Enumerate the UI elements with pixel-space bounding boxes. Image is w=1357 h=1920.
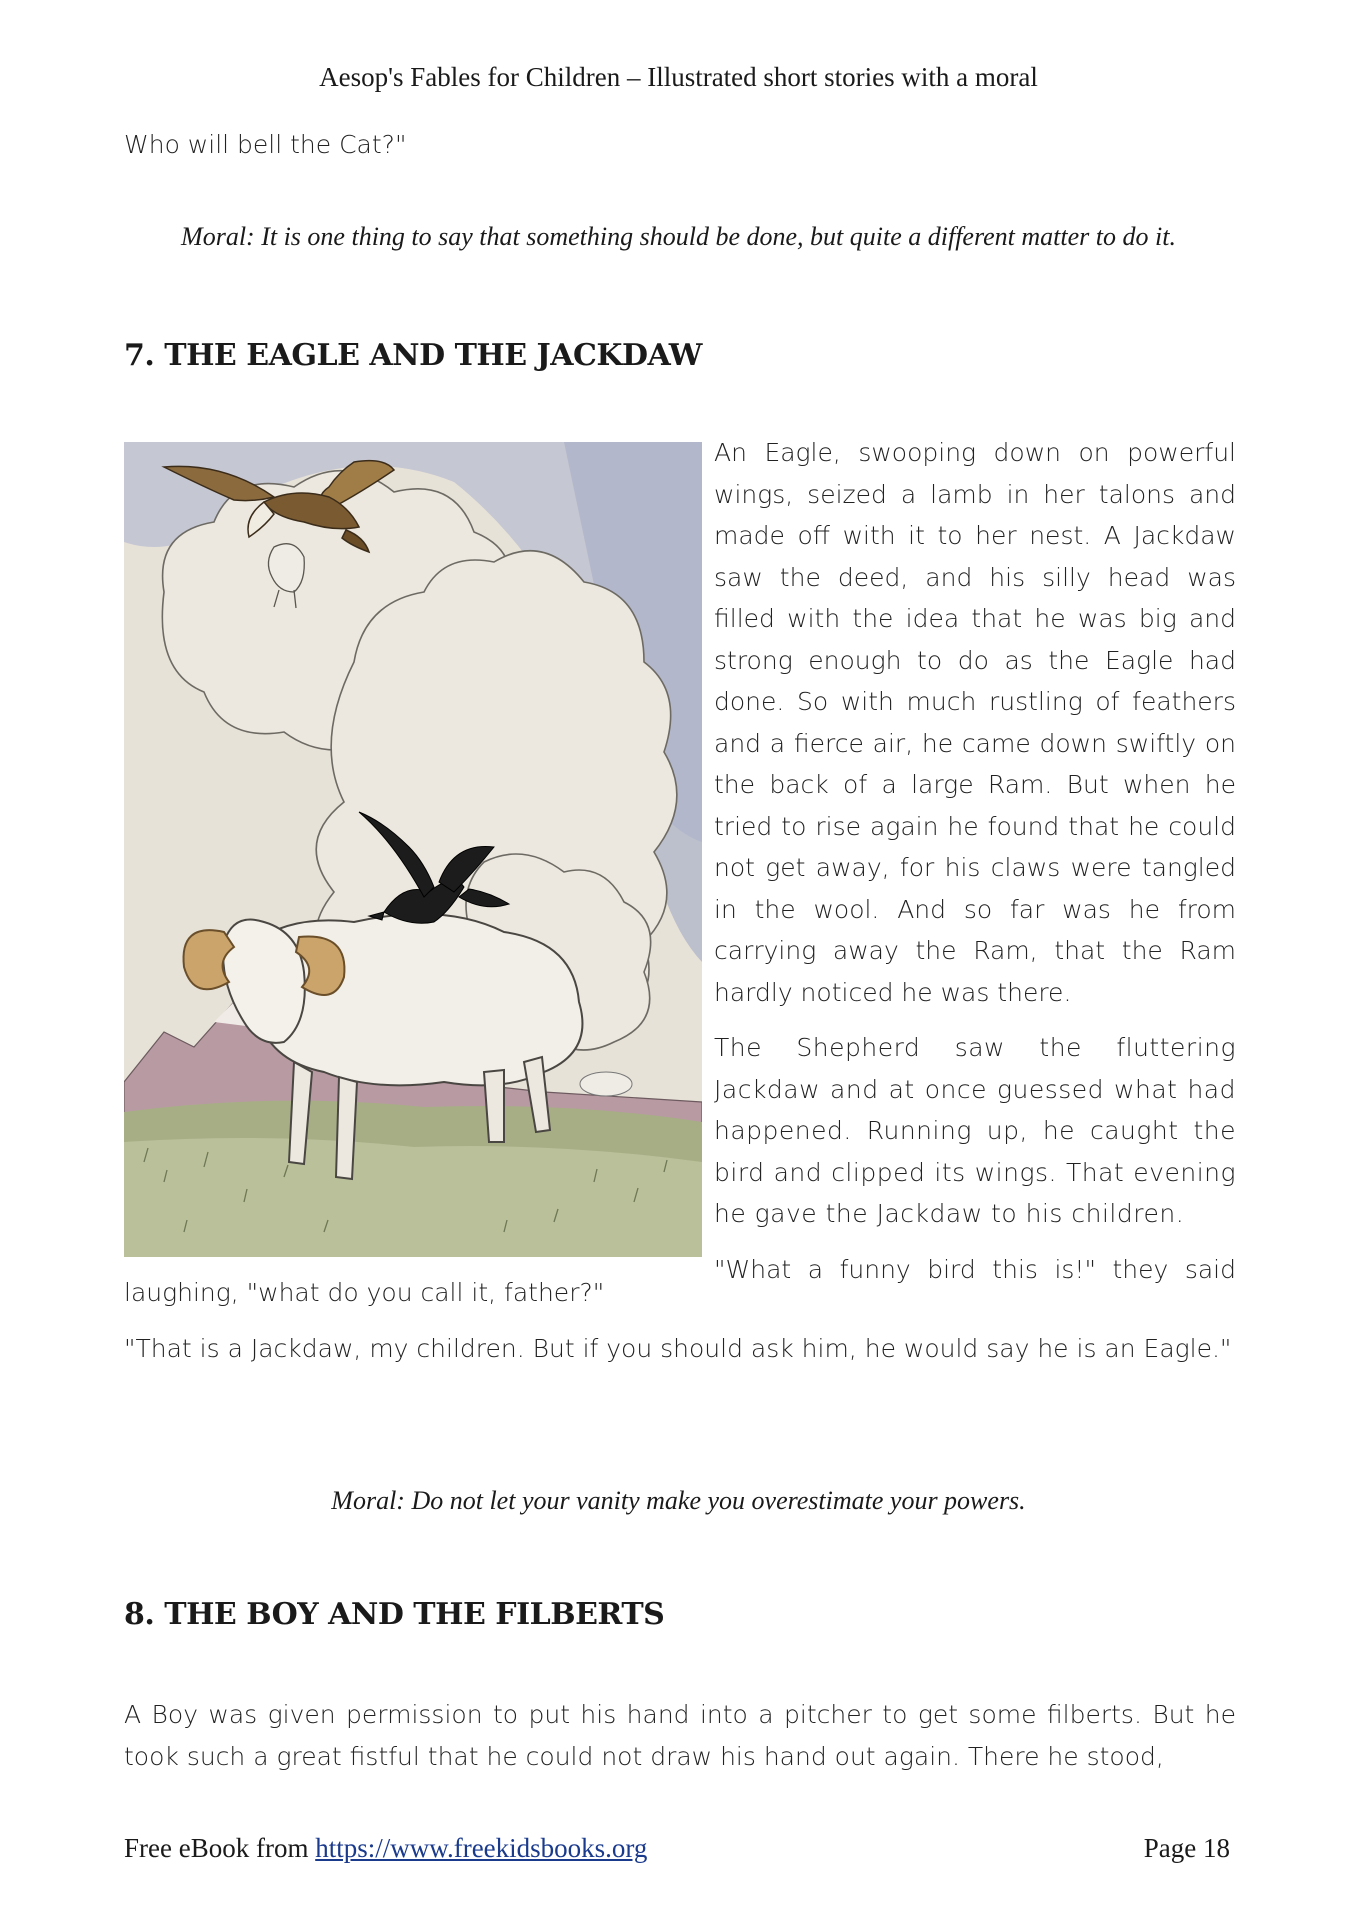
eagle-jackdaw-ram-illustration — [124, 442, 702, 1257]
previous-fable-closing-line: Who will bell the Cat?" — [124, 130, 407, 159]
footer-link[interactable]: https://www.freekidsbooks.org — [315, 1833, 648, 1863]
running-header: Aesop's Fables for Children – Illustrated short stories with a moral — [319, 62, 1038, 92]
fable-7-paragraph-4: "That is a Jackdaw, my children. But if you should ask him, he would say he is an Eagle." — [124, 1334, 1232, 1363]
fable-8-paragraph-1: A Boy was given permission to put his hand into a pitcher to get some filberts. But he took such a great fistful that he could not draw his hand out again. There he stood, — [124, 1700, 1236, 1771]
footer-source — [124, 1833, 647, 1864]
fable-7-paragraph-3-end: laughing, "what do you call it, father?" — [124, 1278, 605, 1307]
fable-7-paragraph-3-start: "What a funny bird this is!" they said — [714, 1254, 1236, 1284]
fable-8-heading: 8. THE BOY AND THE FILBERTS — [124, 1597, 665, 1632]
fable-7-paragraph-2: The Shepherd saw the fluttering Jackdaw and at once guessed what had happened. Running up, he caught the bird and clipped its wings. That evening he gave the Jackdaw to his children. — [714, 1033, 1236, 1228]
previous-fable-moral: Moral: It is one thing to say that something should be done, but quite a different matter to do it. — [181, 222, 1176, 251]
fable-7-heading: 7. THE EAGLE AND THE JACKDAW — [124, 338, 702, 373]
fable-7-moral: Moral: Do not let your vanity make you overestimate your powers. — [331, 1486, 1026, 1515]
fable-7-wrapped-text — [714, 432, 1236, 1290]
page-number: Page 18 — [1143, 1833, 1230, 1863]
fable-7-paragraph-1: An Eagle, swooping down on powerful wings, seized a lamb in her talons and made off with it to her nest. A Jackdaw saw the deed, and his silly head was filled with the idea that he was big and strong enough to do as the Eagle had done. So with much rustling of feathers and a fierce air, he came down swiftly on the back of a large Ram. But when he tried to rise again he found that he could not get away, for his claws were tangled in the wool. And so far was he from carrying away the Ram, that the Ram hardly noticed he was there. — [714, 438, 1236, 1007]
footer-prefix: Free eBook from — [124, 1833, 316, 1863]
